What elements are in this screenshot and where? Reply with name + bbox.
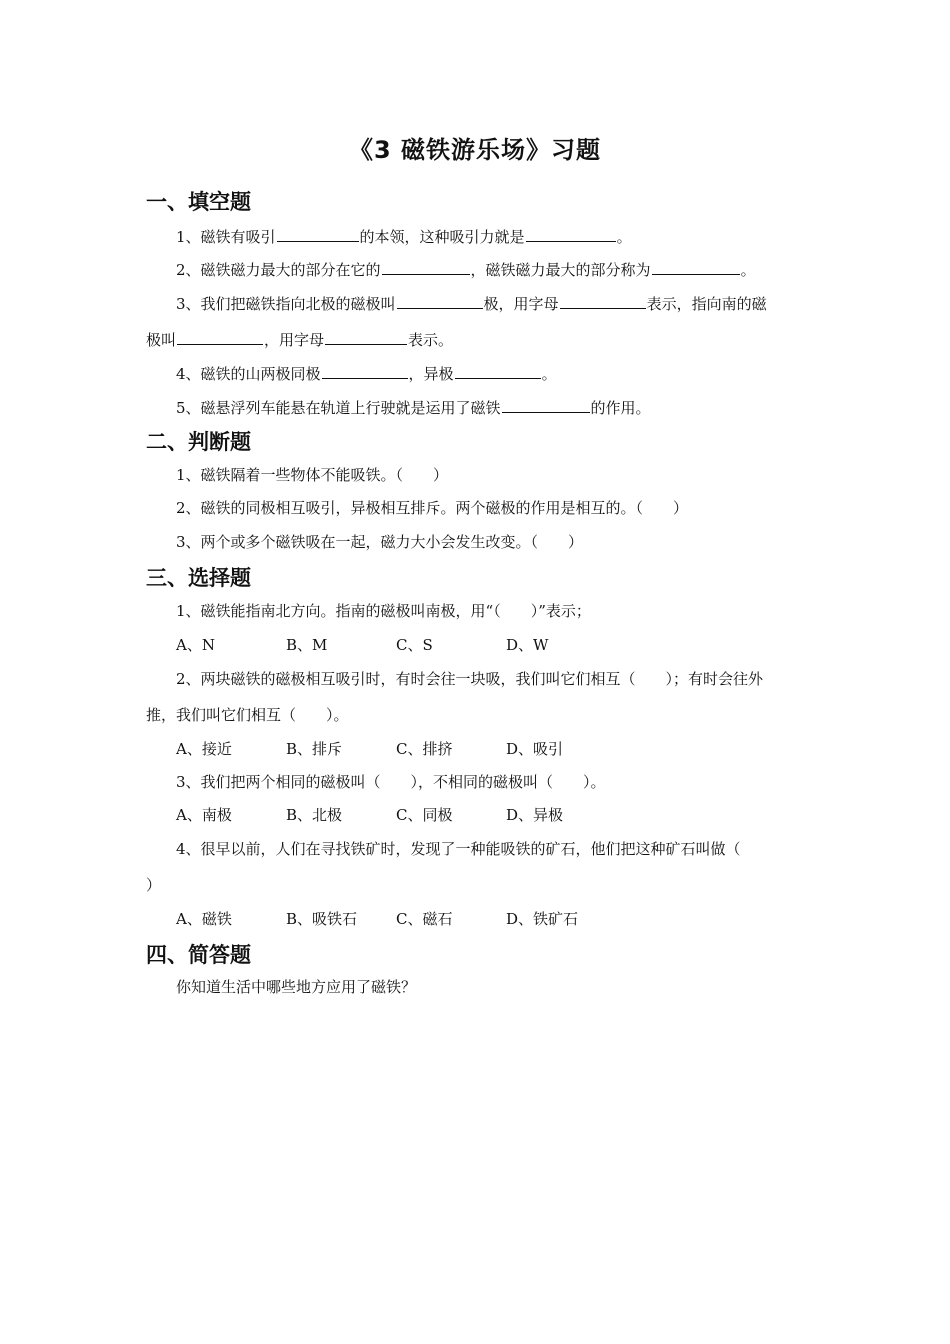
short-question-1: 你知道生活中哪些地方应用了磁铁？ (176, 978, 417, 996)
answer-blank (455, 363, 541, 379)
section-heading-fill: 一、填空题 (146, 190, 251, 214)
option-b: B、M (286, 636, 328, 654)
fill-question-3 (176, 293, 767, 314)
option-a: A、N (176, 636, 215, 654)
option-a: A、磁铁 (176, 910, 232, 928)
option-c: C、排挤 (396, 740, 453, 758)
answer-blank (502, 397, 590, 413)
text: 3、我们把磁铁指向北极的磁极叫 (176, 295, 396, 313)
fill-question-3-cont (146, 329, 453, 350)
answer-blank (560, 293, 646, 309)
answer-blank (382, 259, 470, 275)
option-d: D、吸引 (506, 740, 564, 758)
option-d: D、铁矿石 (506, 910, 579, 928)
option-b: B、吸铁石 (286, 910, 358, 928)
text: ，磁铁磁力最大的部分称为 (470, 261, 651, 279)
option-b: B、排斥 (286, 740, 343, 758)
section-heading-choice: 三、选择题 (146, 566, 251, 590)
text: 表示。 (408, 331, 454, 349)
text: 。 (541, 365, 557, 383)
text: 的作用。 (590, 399, 651, 417)
choice-options-2 (176, 739, 616, 759)
choice-options-3 (176, 805, 616, 825)
option-d: D、W (506, 636, 549, 654)
text: 1、磁铁有吸引 (176, 228, 276, 246)
answer-blank (397, 293, 483, 309)
page-title: 《3 磁铁游乐场》习题 (348, 136, 602, 164)
section-heading-judge: 二、判断题 (146, 430, 251, 454)
judge-question-1: 1、磁铁隔着一些物体不能吸铁。（ ） (176, 466, 449, 484)
judge-question-3: 3、两个或多个磁铁吸在一起，磁力大小会发生改变。（ ） (176, 533, 584, 551)
text: 。 (616, 228, 632, 246)
text: ，异极 (408, 365, 454, 383)
choice-question-1: 1、磁铁能指南北方向。指南的磁极叫南极，用“（ ）”表示； (176, 602, 591, 620)
section-heading-short: 四、简答题 (146, 943, 251, 967)
answer-blank (277, 226, 359, 242)
option-c: C、同极 (396, 806, 453, 824)
choice-question-4-cont: ） (146, 876, 162, 894)
answer-blank (526, 226, 616, 242)
fill-question-1 (176, 226, 632, 247)
fill-question-2 (176, 259, 756, 280)
option-d: D、异极 (506, 806, 564, 824)
answer-blank (325, 329, 407, 345)
answer-blank (652, 259, 740, 275)
choice-question-2-cont: 推，我们叫它们相互（ ）。 (146, 706, 349, 724)
option-b: B、北极 (286, 806, 343, 824)
text: 2、磁铁磁力最大的部分在它的 (176, 261, 381, 279)
text: 4、磁铁的山两极同极 (176, 365, 321, 383)
answer-blank (322, 363, 408, 379)
text: 5、磁悬浮列车能悬在轨道上行驶就是运用了磁铁 (176, 399, 501, 417)
text: 极，用字母 (483, 295, 559, 313)
text: 极叫 (146, 331, 177, 349)
choice-question-3: 3、我们把两个相同的磁极叫（ ），不相同的磁极叫（ ）。 (176, 773, 606, 791)
option-c: C、磁石 (396, 910, 453, 928)
text: 的本领，这种吸引力就是 (359, 228, 525, 246)
text: 表示，指向南的磁 (646, 295, 767, 313)
choice-options-4 (176, 909, 616, 929)
text: ，用字母 (264, 331, 325, 349)
judge-question-2: 2、磁铁的同极相互吸引，异极相互排斥。两个磁极的作用是相互的。（ ） (176, 499, 689, 517)
answer-blank (177, 329, 263, 345)
choice-question-4: 4、很早以前，人们在寻找铁矿时，发现了一种能吸铁的矿石，他们把这种矿石叫做（ (176, 840, 741, 858)
option-a: A、南极 (176, 806, 232, 824)
fill-question-5 (176, 397, 651, 418)
choice-options-1 (176, 635, 616, 655)
choice-question-2: 2、两块磁铁的磁极相互吸引时，有时会往一块吸，我们叫它们相互（ ）；有时会往外 (176, 670, 764, 688)
text: 。 (740, 261, 756, 279)
option-a: A、接近 (176, 740, 232, 758)
option-c: C、S (396, 636, 433, 654)
fill-question-4 (176, 363, 557, 384)
